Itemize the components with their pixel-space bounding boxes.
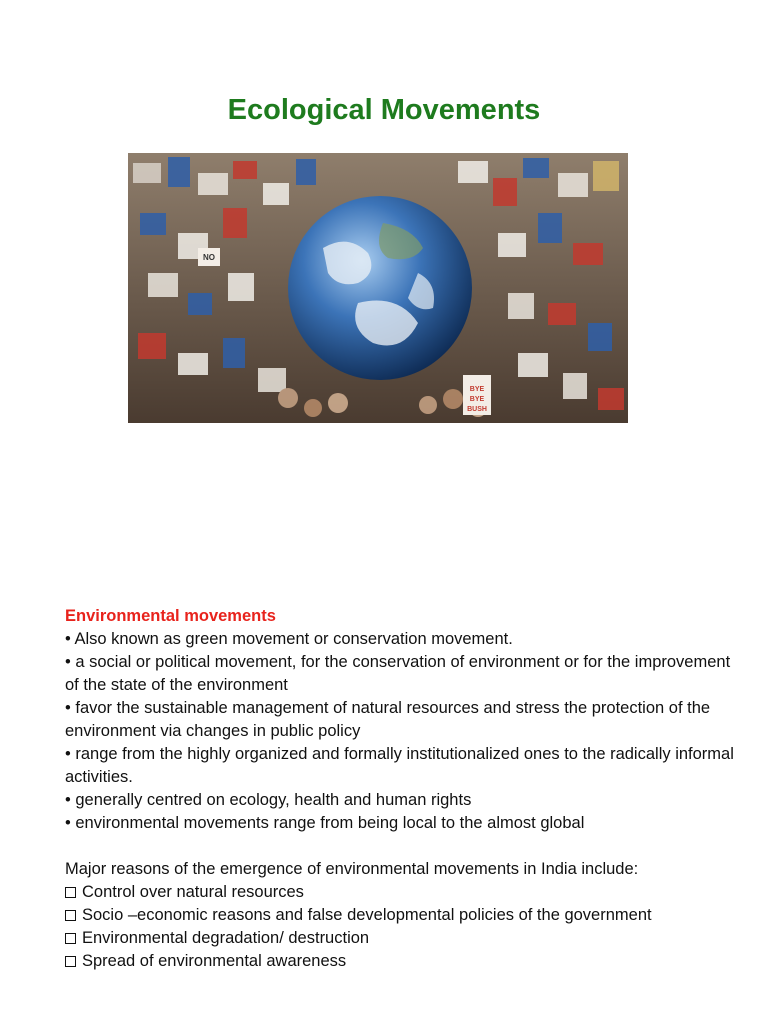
bullet-item: • Also known as green movement or conservation movement. [65, 630, 513, 648]
reason-item [65, 927, 735, 950]
content-section [65, 605, 735, 973]
reason-item [65, 904, 735, 927]
reason-item [65, 881, 735, 904]
svg-text:BUSH: BUSH [467, 406, 487, 413]
protest-photo [128, 153, 628, 423]
bullet-item: • favor the sustainable management of natural resources and stress the protection of the environment via changes in public policy [65, 699, 711, 740]
checkbox-bullet-icon [65, 887, 76, 898]
checkbox-bullet-icon [65, 933, 76, 944]
reasons-intro: Major reasons of the emergence of environmental movements in India include: [65, 860, 639, 878]
svg-text:NO: NO [203, 253, 215, 262]
section-heading: Environmental movements [65, 607, 276, 625]
reason-label: Environmental degradation/ destruction [82, 929, 370, 947]
svg-text:BYE: BYE [469, 396, 485, 403]
bullet-item: • generally centred on ecology, health and human rights [65, 791, 472, 809]
checkbox-bullet-icon [65, 956, 76, 967]
reason-item [65, 950, 735, 973]
bullet-item: • range from the highly organized and formally institutionalized ones to the radically informal activities. [65, 745, 734, 786]
reason-label: Control over natural resources [82, 883, 304, 901]
bullet-item: • a social or political movement, for the conservation of environment or for the improvement of the state of the environment [65, 653, 731, 694]
checkbox-bullet-icon [65, 910, 76, 921]
reason-label: Spread of environmental awareness [82, 952, 347, 970]
reason-label: Socio –economic reasons and false developmental policies of the government [82, 906, 652, 924]
bullet-item: • environmental movements range from being local to the almost global [65, 814, 585, 832]
page-title: Ecological Movements [227, 94, 541, 126]
svg-text:BYE: BYE [469, 386, 485, 393]
